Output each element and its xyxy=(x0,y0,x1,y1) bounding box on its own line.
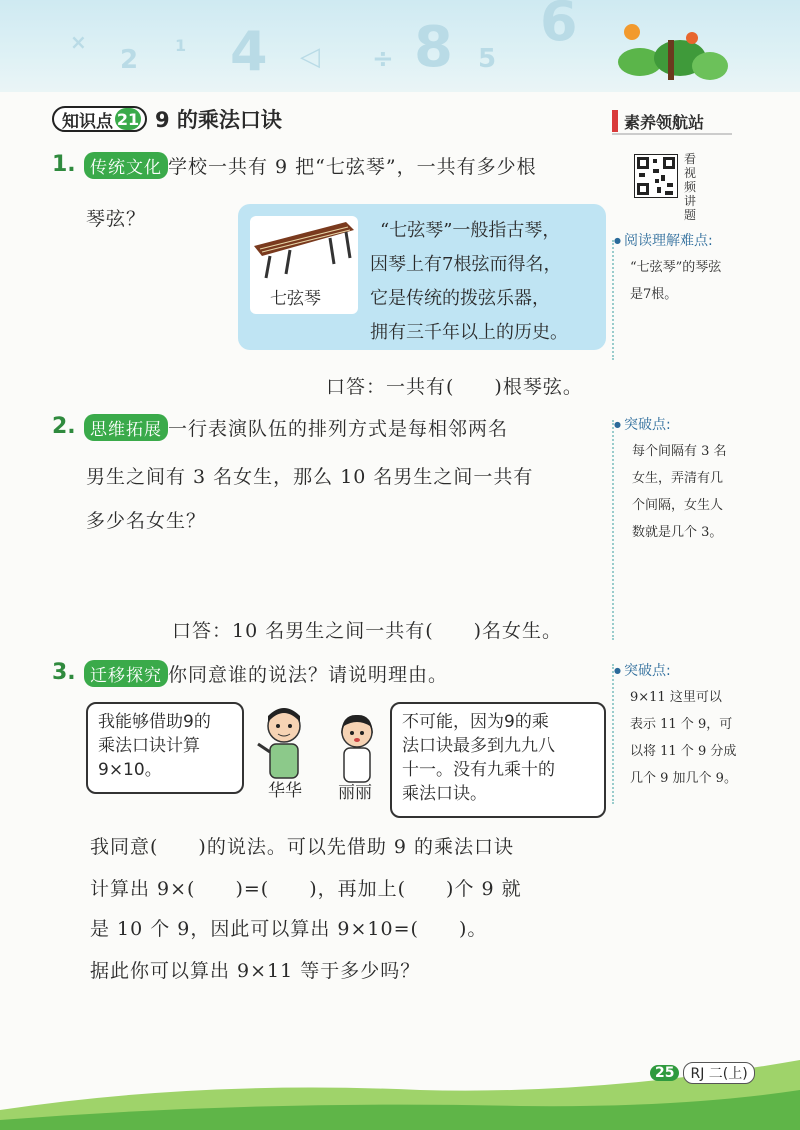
info-line: 拥有三千年以上的历史。 xyxy=(370,322,568,343)
side-note-line: 9×11 这里可以 xyxy=(630,690,722,705)
side-note-line: 表示 11 个 9，可 xyxy=(630,717,733,732)
side-note-line: 数就是几个 3。 xyxy=(632,525,723,540)
qr-label: 看视频讲题 xyxy=(684,152,697,222)
bubble-line: 9×10。 xyxy=(98,760,162,780)
speech-bubble-left xyxy=(86,702,244,794)
knowledge-point-label: 知识点 xyxy=(62,111,113,132)
sidebar-header-text: 素养领航站 xyxy=(624,112,705,132)
question-tag: 思维拓展 xyxy=(84,414,168,441)
fill-line: 计算出 9×( )=( )，再加上( )个 9 就 xyxy=(90,878,522,900)
section-title xyxy=(52,104,282,134)
side-note-body xyxy=(630,254,721,308)
side-note-title: ● 阅读理解难点: xyxy=(614,230,713,250)
answer-line: 口答：一共有( )根琴弦。 xyxy=(326,376,583,398)
sidebar-divider xyxy=(612,664,614,804)
page-badge xyxy=(650,1062,755,1084)
question-text: 学校一共有 9 把“七弦琴”，一共有多少根 xyxy=(168,156,537,178)
bubble-line: 法口诀最多到九九八 xyxy=(402,736,555,756)
question-tag: 迁移探究 xyxy=(84,660,168,687)
decor-symbol: 4 xyxy=(230,20,268,83)
question-2-line-3: 多少名女生？ xyxy=(86,510,207,532)
fill-line: 据此你可以算出 9×11 等于多少吗？ xyxy=(90,960,421,982)
qr-code-icon[interactable] xyxy=(634,154,678,198)
answer-line: 口答：10 名男生之间一共有( )名女生。 xyxy=(172,620,563,642)
side-note-line: 女生，弄清有几 xyxy=(632,471,724,486)
question-tag: 传统文化 xyxy=(84,152,168,179)
bubble-line: 十一。没有九乘十的 xyxy=(402,760,555,780)
speech-bubble-right xyxy=(390,702,606,818)
side-note-line: 以将 11 个 9 分成 xyxy=(630,744,737,759)
side-note-line: 是7根。 xyxy=(630,287,678,302)
side-note-line: “七弦琴”的琴弦 xyxy=(630,260,722,275)
info-line: “七弦琴”一般指古琴， xyxy=(380,220,561,241)
side-note-line: 几个 9 加几个 9。 xyxy=(630,771,737,786)
info-line: 因琴上有7根弦而得名， xyxy=(370,254,562,275)
sidebar-header xyxy=(612,109,732,135)
name-label-left: 华华 xyxy=(268,781,302,801)
knowledge-point-badge xyxy=(52,106,147,132)
info-line: 它是传统的拨弦乐器， xyxy=(370,288,550,309)
decor-symbol: 1 xyxy=(175,36,187,55)
question-2-line-1 xyxy=(84,414,508,441)
decor-symbol: 2 xyxy=(120,45,139,75)
question-3-line-1 xyxy=(84,660,448,687)
side-note-body xyxy=(632,438,727,546)
fill-line: 我同意( )的说法。可以先借助 9 的乘法口诀 xyxy=(90,836,514,858)
fill-line: 是 10 个 9，因此可以算出 9×10=( )。 xyxy=(90,918,488,940)
decor-symbol: 5 xyxy=(478,44,497,74)
knowledge-point-number: 21 xyxy=(116,109,140,129)
bubble-line: 乘法口诀。 xyxy=(402,784,487,804)
question-text: 一行表演队伍的排列方式是每相邻两名 xyxy=(168,418,509,440)
side-note-line: 个间隔，女生人 xyxy=(632,498,724,513)
name-label-right: 丽丽 xyxy=(338,783,372,803)
decor-symbol: ◁ xyxy=(300,42,320,72)
boy-avatar-icon xyxy=(256,704,312,784)
bubble-line: 不可能，因为9的乘 xyxy=(402,712,549,732)
section-name: 9 的乘法口诀 xyxy=(155,108,282,132)
guqin-caption: 七弦琴 xyxy=(270,289,321,309)
side-note-title: ● 突破点: xyxy=(614,414,671,434)
question-text: 你同意谁的说法？请说明理由。 xyxy=(168,664,449,686)
guqin-icon xyxy=(250,216,358,286)
bottom-grass-decoration xyxy=(0,1040,800,1130)
question-number: 3. xyxy=(52,660,76,685)
question-2-line-2: 男生之间有 3 名女生，那么 10 名男生之间一共有 xyxy=(86,466,534,488)
edition-label: RJ 二(上) xyxy=(683,1062,754,1084)
question-1-line-1 xyxy=(84,152,537,179)
sidebar-divider xyxy=(612,240,614,360)
question-number: 1. xyxy=(52,152,76,177)
side-note-title: ● 突破点: xyxy=(614,660,671,680)
decor-symbol: 8 xyxy=(414,15,453,80)
bubble-line: 乘法口诀计算 xyxy=(98,736,200,756)
leaves-illustration xyxy=(610,22,730,88)
side-note-line: 每个间隔有 3 名 xyxy=(632,444,727,459)
girl-avatar-icon xyxy=(332,712,382,786)
bubble-line: 我能够借助9的 xyxy=(98,712,211,732)
sidebar-divider xyxy=(612,420,614,640)
decor-symbol: ÷ xyxy=(372,44,394,74)
decor-symbol: × xyxy=(70,30,87,54)
side-note-body xyxy=(630,684,737,792)
question-number: 2. xyxy=(52,414,76,439)
top-banner xyxy=(0,0,800,92)
decor-symbol: 6 xyxy=(540,0,578,53)
header-bar-icon xyxy=(612,110,618,132)
page-number: 25 xyxy=(650,1065,679,1081)
question-1-line-2: 琴弦？ xyxy=(86,208,147,230)
